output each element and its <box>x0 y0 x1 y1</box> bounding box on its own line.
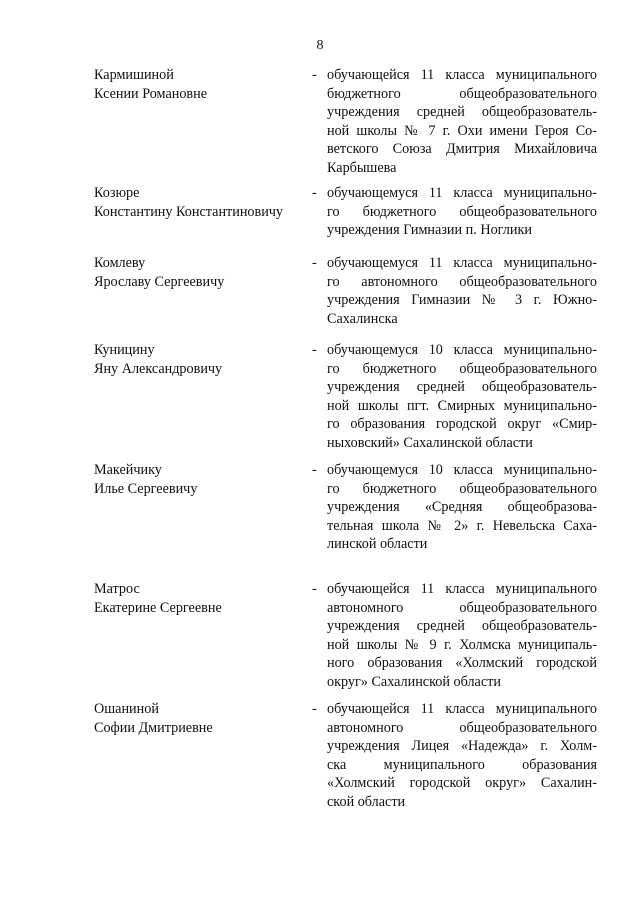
dash-separator: - <box>312 701 317 717</box>
recipient-given-names: Ярославу Сергеевичу <box>94 273 225 290</box>
recipient-name <box>94 700 309 737</box>
description-line: обучающейся 11 класса муниципального <box>327 701 597 717</box>
description-line: обучающейся 11 класса муниципального <box>327 67 597 83</box>
description-line: Сахалинска <box>327 310 398 327</box>
recipient-description <box>327 580 597 691</box>
recipient-name <box>94 184 309 221</box>
description-line: обучающемуся 10 класса муниципально- <box>327 342 597 358</box>
description-line: округ» Сахалинской области <box>327 673 501 690</box>
recipient-given-names: Ксении Романовне <box>94 85 208 102</box>
recipient-given-names: Екатерине Сергеевне <box>94 599 222 616</box>
recipient-description <box>327 461 597 554</box>
description-line: ветского Союза Дмитрия Михайловича <box>327 141 597 157</box>
recipient-surname: Ошаниной <box>94 701 159 717</box>
recipient-description <box>327 700 597 811</box>
dash-separator: - <box>312 67 317 83</box>
description-line: учреждения Лицея «Надежда» г. Холм- <box>327 738 597 754</box>
dash-separator: - <box>312 462 317 478</box>
description-line: учреждения средней общеобразователь- <box>327 379 597 395</box>
description-line: учреждения средней общеобразователь- <box>327 618 597 634</box>
recipient-given-names: Илье Сергеевичу <box>94 480 198 497</box>
dash-separator: - <box>312 342 317 358</box>
dash-separator: - <box>312 581 317 597</box>
recipient-description <box>327 184 597 240</box>
recipient-surname: Козюре <box>94 185 140 201</box>
recipient-surname: Комлеву <box>94 255 146 271</box>
description-line: ска муниципального образования <box>327 756 597 773</box>
description-line: «Холмский городской округ» Сахалин- <box>327 775 597 791</box>
recipient-name <box>94 254 309 291</box>
description-line: го образования городской округ «Смир- <box>327 416 597 432</box>
description-line: го бюджетного общеобразовательного <box>327 480 597 497</box>
description-line: ской области <box>327 793 406 810</box>
recipient-given-names: Яну Александровичу <box>94 360 223 377</box>
description-line: обучающемуся 11 класса муниципально- <box>327 185 597 201</box>
description-line: автономного общеобразовательного <box>327 599 597 616</box>
description-line: бюджетного общеобразовательного <box>327 85 597 102</box>
description-line: обучающемуся 11 класса муниципально- <box>327 255 597 271</box>
description-line: ной школы пгт. Смирных муниципально- <box>327 397 597 414</box>
description-line: го бюджетного общеобразовательного <box>327 360 597 377</box>
recipient-name <box>94 580 309 617</box>
recipient-surname: Матрос <box>94 581 140 597</box>
description-line: ной школы № 9 г. Холмска муниципаль- <box>327 636 597 653</box>
description-line: тельная школа № 2» г. Невельска Саха- <box>327 517 597 534</box>
description-line: ного образования «Холмский городской <box>327 655 597 671</box>
description-line: обучающейся 11 класса муниципального <box>327 581 597 597</box>
recipient-surname: Макейчику <box>94 462 162 478</box>
description-line: учреждения Гимназии № 3 г. Южно- <box>327 292 597 308</box>
recipient-description <box>327 66 597 177</box>
recipient-description <box>327 341 597 452</box>
recipient-description <box>327 254 597 328</box>
recipient-name <box>94 461 309 498</box>
recipient-surname: Куницину <box>94 342 155 358</box>
recipient-name <box>94 341 309 378</box>
description-line: го бюджетного общеобразовательного <box>327 203 597 220</box>
description-line: Карбышева <box>327 159 397 176</box>
description-line: линской области <box>327 536 428 552</box>
recipient-given-names: Софии Дмитриевне <box>94 719 213 736</box>
description-line: учреждения Гимназии п. Ноглики <box>327 222 532 238</box>
recipient-surname: Кармишиной <box>94 67 174 83</box>
description-line: ной школы № 7 г. Охи имени Героя Со- <box>327 122 597 139</box>
page-number: 8 <box>316 38 324 53</box>
recipient-name <box>94 66 309 103</box>
description-line: обучающемуся 10 класса муниципально- <box>327 462 597 478</box>
description-line: учреждения средней общеобразователь- <box>327 104 597 120</box>
description-line: учреждения «Средняя общеобразова- <box>327 499 597 515</box>
description-line: автономного общеобразовательного <box>327 719 597 736</box>
dash-separator: - <box>312 255 317 271</box>
description-line: го автономного общеобразовательного <box>327 273 597 290</box>
recipient-given-names: Константину Константиновичу <box>94 203 284 220</box>
description-line: ныховский» Сахалинской области <box>327 434 533 451</box>
dash-separator: - <box>312 185 317 201</box>
